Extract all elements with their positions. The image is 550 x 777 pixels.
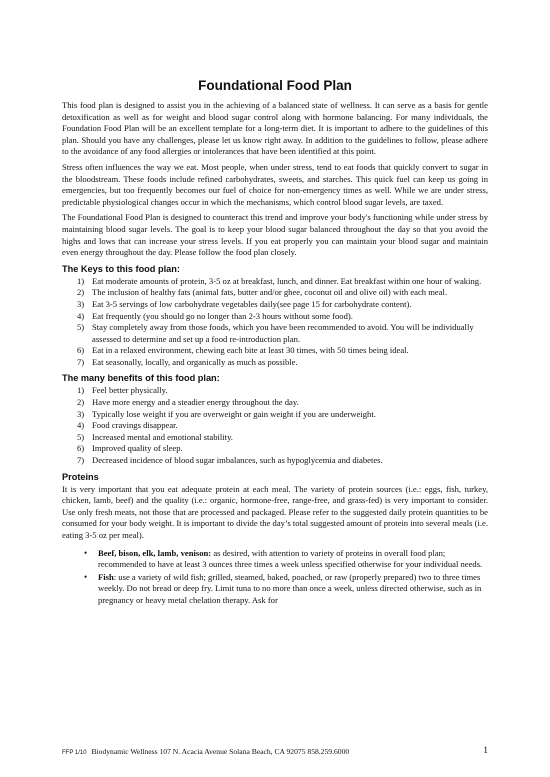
list-item	[62, 357, 488, 369]
list-item	[62, 420, 488, 432]
footer-address: Biodynamic Wellness 107 N. Acacia Avenue Solana Beach, CA 92075 858.259.6000	[91, 747, 350, 756]
intro-paragraph: This food plan is designed to assist you in the achieving of a balanced state of wellness. It can serve as a basis for gentle detoxification as well as for weight and blood sugar control along with hormone balancing. For many individuals, the Foundation Food Plan will be an excellent template for a long-term diet. It is important to adhere to the guidelines of this plan. Should you have any challenges, please let us know right away. In addition to the guidelines to follow, please adhere to the avoidance of any food allergies or intolerances that have been identified at this point.	[62, 100, 488, 157]
list-text: Increased mental and emotional stability.	[92, 431, 233, 442]
list-text: Improved quality of sleep.	[92, 443, 183, 454]
bullet-icon: •	[84, 547, 88, 558]
list-number: 6)	[77, 443, 85, 454]
list-number: 2)	[77, 397, 85, 408]
page-footer	[62, 747, 488, 758]
list-item	[62, 287, 488, 299]
list-text: The inclusion of healthy fats (animal fats, butter and/or ghee, coconut oil and olive oil) with each meal.	[92, 287, 448, 298]
list-text: Feel better physically.	[92, 385, 168, 396]
list-number: 5)	[77, 431, 85, 442]
list-text: Typically lose weight if you are overweight or gain weight if you are underweight.	[92, 408, 376, 419]
list-item	[62, 345, 488, 357]
bullet-text: : use a variety of wild fish; grilled, steamed, baked, poached, or raw (properly prepared) two to three times weekly. Do not bread or deep fry. Limit tuna to no more than once a week, unless directed otherwise, such as in pregnancy or heavy metal chelation therapy. Ask for	[98, 571, 482, 605]
list-text: Decreased incidence of blood sugar imbalances, such as hypoglycemia and diabetes.	[92, 455, 383, 466]
list-text: Eat moderate amounts of protein, 3-5 oz at breakfast, lunch, and dinner. Eat breakfast within one hour of waking.	[92, 275, 482, 286]
list-number: 6)	[77, 345, 85, 356]
list-number: 5)	[77, 322, 85, 333]
keys-list	[62, 276, 488, 369]
list-item	[62, 385, 488, 397]
list-text: Eat seasonally, locally, and organically as much as possible.	[92, 356, 298, 367]
list-number: 2)	[77, 287, 85, 298]
intro-paragraph: The Foundational Food Plan is designed to counteract this trend and improve your body's functioning while under stress by maintaining blood sugar levels. The goal is to keep your blood sugar balanced throughout the day so that you avoid the highs and lows that can increase your stress levels. If you eat properly you can maintain your blood sugar and maintain even energy throughout the day. Please follow the food plan closely.	[62, 212, 488, 258]
list-item	[62, 409, 488, 421]
list-number: 4)	[77, 420, 85, 431]
keys-heading: The Keys to this food plan:	[62, 263, 180, 274]
list-number: 1)	[77, 275, 85, 286]
list-text: Eat frequently (you should go no longer than 2-3 hours without some food).	[92, 310, 353, 321]
list-item	[62, 443, 488, 455]
bullet-item	[62, 572, 488, 607]
list-item	[62, 276, 488, 288]
page-title: Foundational Food Plan	[198, 78, 352, 93]
bullet-item	[62, 548, 488, 571]
list-number: 7)	[77, 356, 85, 367]
document-page	[62, 78, 488, 608]
list-item	[62, 299, 488, 311]
list-item	[62, 397, 488, 409]
proteins-paragraph: It is very important that you eat adequate protein at each meal. The variety of protein sources (i.e.: eggs, fish, turkey, chicken, lamb, beef) and the quality (i.e.: organic, hormone-free, range-free, and grass-fed) is very important to consider. Use only fresh meats, not those that are processed and packaged. Please refer to the suggested daily protein quantities to be consumed for your body weight. It is important to divide the day’s total suggested amount of protein into several meals (i.e. eating 3-5 oz per meal).	[62, 483, 488, 540]
list-number: 7)	[77, 455, 85, 466]
bullet-text: as desired, with attention to variety of proteins in overall food plan; recommended to have at least 3 ounces three times a week unless specified otherwise for your individual needs.	[98, 547, 483, 570]
list-item	[62, 432, 488, 444]
benefits-heading: The many benefits of this food plan:	[62, 373, 220, 384]
list-number: 1)	[77, 385, 85, 396]
list-text: Stay completely away from those foods, which you have been recommended to avoid. You will be individually assessed to determine and set up a food re-introduction plan.	[92, 322, 474, 344]
benefits-list	[62, 385, 488, 466]
bullet-icon: •	[84, 571, 88, 582]
list-text: Food cravings disappear.	[92, 420, 178, 431]
list-number: 3)	[77, 298, 85, 309]
intro-paragraph: Stress often influences the way we eat. Most people, when under stress, tend to eat foods that quickly convert to sugar in the bloodstream. These foods include refined carbohydrates, sweets, and starches. This quick fuel can keep us going in emergencies, but too frequently becomes our fuel of choice for non-emergency times as well. While we are under stress, predictable physiological changes occur in which the mechanisms, which control blood sugar levels, are taxed.	[62, 161, 488, 207]
page-number: 1	[483, 746, 488, 756]
list-item	[62, 311, 488, 323]
protein-bullet-list	[62, 548, 488, 607]
proteins-heading: Proteins	[62, 471, 99, 482]
list-text: Eat 3-5 servings of low carbohydrate vegetables daily(see page 15 for carbohydrate content).	[92, 298, 412, 309]
list-item	[62, 322, 488, 345]
bullet-bold: Beef, bison, elk, lamb, venison:	[98, 547, 212, 558]
list-item	[62, 455, 488, 467]
list-text: Eat in a relaxed environment, chewing each bite at least 30 times, with 50 times being ideal.	[92, 345, 409, 356]
list-number: 4)	[77, 310, 85, 321]
bullet-bold: Fish	[98, 571, 114, 582]
list-text: Have more energy and a steadier energy throughout the day.	[92, 397, 299, 408]
footer-code: FFP 1/10	[62, 750, 87, 756]
list-number: 3)	[77, 408, 85, 419]
